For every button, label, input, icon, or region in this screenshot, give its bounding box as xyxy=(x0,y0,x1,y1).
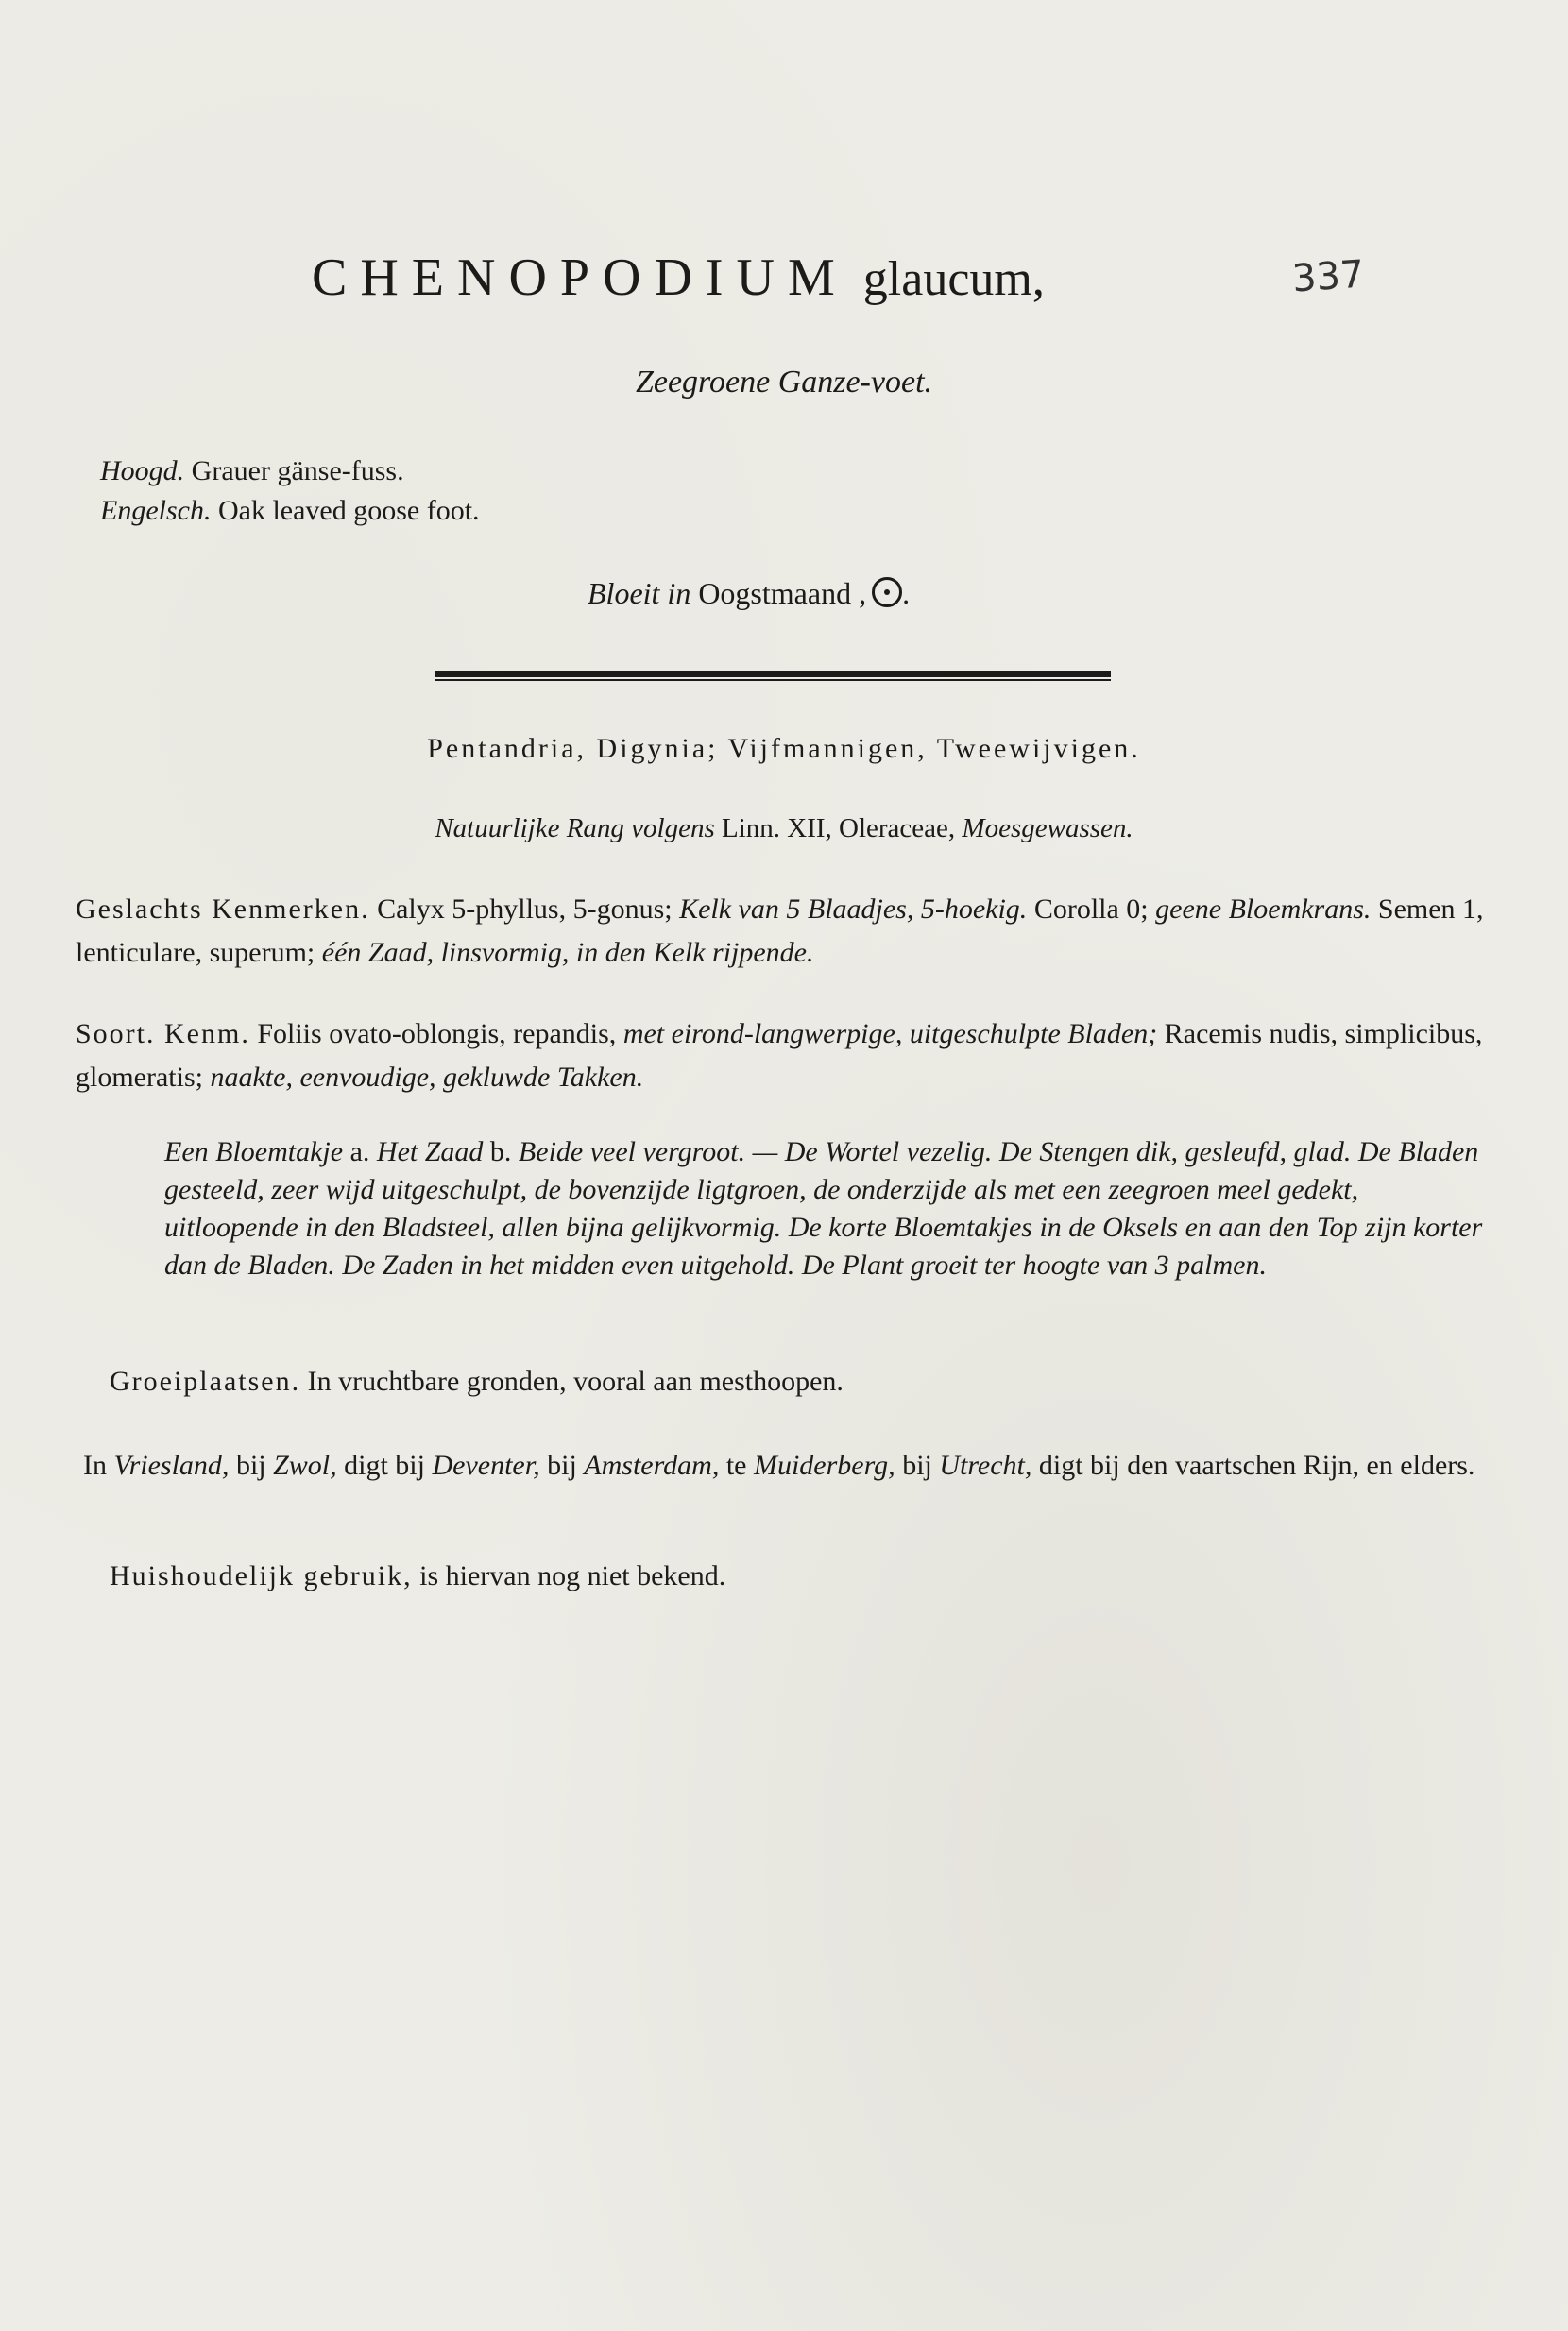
natural-order xyxy=(0,807,1568,850)
groei-text: In vruchtbare gronden, vooral aan mesthoopen. xyxy=(307,1366,844,1397)
name-lang: Engelsch. xyxy=(100,495,212,526)
name-lang: Hoogd. xyxy=(100,455,185,486)
loc-word: bij xyxy=(547,1450,577,1481)
geslacht-dutch-3: één Zaad, linsvormig, in den Kelk rijpende. xyxy=(321,937,814,968)
plant-description xyxy=(164,1133,1487,1285)
huis-text: is hiervan nog niet bekend. xyxy=(419,1560,726,1591)
geslacht-latin-2: Corolla 0; xyxy=(1033,893,1149,925)
loc-word: bij xyxy=(235,1450,266,1481)
order-label: Natuurlijke Rang volgens xyxy=(435,813,715,843)
loc-word: digt bij den vaartschen Rijn, en elders. xyxy=(1038,1450,1475,1481)
loc-place: Utrecht, xyxy=(939,1450,1032,1481)
species-characters xyxy=(76,1012,1492,1099)
species-name: glaucum, xyxy=(862,252,1045,306)
name-value: Grauer gänse-fuss. xyxy=(191,455,404,486)
geslacht-latin-3: Semen 1, lenticulare, superum; xyxy=(76,893,1484,968)
linnaean-class: Pentandria, Digynia; Vijfmannigen, Tweewijvigen. xyxy=(427,733,1141,764)
desc-figure-a: a. xyxy=(349,1136,370,1167)
soort-latin-2: Racemis nudis, simplicibus, glomeratis; xyxy=(76,1018,1483,1093)
handwritten-page-number: 337 xyxy=(1290,252,1366,301)
order-dutch: Moesgewassen. xyxy=(962,813,1133,843)
loc-place: Zwol, xyxy=(273,1450,337,1481)
huis-label: Huishoudelijk gebruik, xyxy=(110,1560,413,1591)
loc-word: te xyxy=(725,1450,747,1481)
soort-dutch-2: naakte, eenvoudige, gekluwde Takken. xyxy=(210,1062,644,1093)
household-use xyxy=(110,1555,1479,1598)
genus-characters xyxy=(76,888,1492,975)
order-name: Oleraceae, xyxy=(839,813,956,843)
loc-place: Vriesland, xyxy=(113,1450,230,1481)
page-title xyxy=(312,247,1045,308)
loc-place: Amsterdam, xyxy=(584,1450,720,1481)
geslacht-dutch-2: geene Bloemkrans. xyxy=(1155,893,1372,925)
name-german xyxy=(100,451,480,491)
divider-rule xyxy=(435,671,1111,677)
name-value: Oak leaved goose foot. xyxy=(217,495,480,526)
bloeit-label: Bloeit in xyxy=(588,576,691,610)
genus-name: CHENOPODIUM xyxy=(312,248,848,307)
soort-dutch-1: met eirond-langwerpige, uitgeschulpte Bladen; xyxy=(622,1018,1158,1049)
soort-latin-1: Foliis ovato-oblongis, repandis, xyxy=(257,1018,617,1049)
geslacht-label: Geslachts Kenmerken. xyxy=(76,893,370,925)
geslacht-latin-1: Calyx 5-phyllus, 5-gonus; xyxy=(377,893,673,925)
name-english xyxy=(100,491,480,531)
localities xyxy=(83,1443,1491,1489)
desc-body: Beide veel vergroot. — De Wortel vezelig. De Stengen dik, gesleufd, glad. De Bladen gesteeld, zeer wijd uitgeschulpt, de bovenzijde ligtgroen, de onderzijde als met een zeegroen meel gedekt, uitloopende in den Bladsteel, allen bijna gelijkvormig. De korte Bloemtakjes in de Oksels en aan den Top zijn korter dan de Bladen. De Zaden in het midden even uitgehold. De Plant groeit ter hoogte van 3 palmen. xyxy=(164,1136,1483,1281)
annual-symbol-icon xyxy=(872,577,902,607)
loc-place: Muiderberg, xyxy=(753,1450,895,1481)
flowering-time: Bloeit in Oogstmaand , . xyxy=(588,576,911,610)
loc-word: digt bij xyxy=(344,1450,425,1481)
dutch-common-name: Zeegroene Ganze-voet. xyxy=(635,365,933,400)
loc-place: Deventer, xyxy=(432,1450,540,1481)
bloeit-month: Oogstmaand , xyxy=(698,576,867,610)
loc-word: bij xyxy=(902,1450,932,1481)
habitat xyxy=(110,1360,1479,1404)
geslacht-dutch-1: Kelk van 5 Blaadjes, 5-hoekig. xyxy=(679,893,1028,925)
vernacular-names xyxy=(100,451,480,531)
desc-figure-b: b. xyxy=(489,1136,512,1167)
soort-label: Soort. Kenm. xyxy=(76,1018,250,1049)
order-value: Linn. XII, xyxy=(722,813,832,843)
desc-part: Het Zaad xyxy=(376,1136,484,1167)
groei-label: Groeiplaatsen. xyxy=(110,1366,301,1397)
desc-part: Een Bloemtakje xyxy=(164,1136,344,1167)
loc-word: In xyxy=(83,1450,107,1481)
